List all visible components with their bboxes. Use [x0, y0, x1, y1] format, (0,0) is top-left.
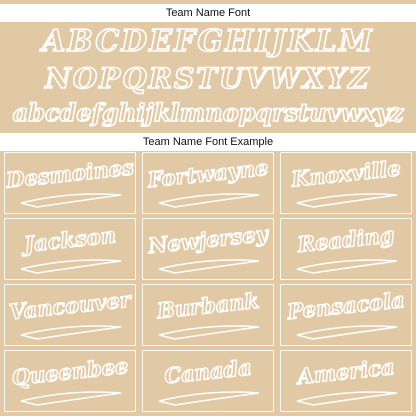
example-cell — [4, 218, 136, 280]
example-word: Vancouver — [8, 286, 132, 325]
example-word: Reading — [296, 221, 396, 258]
example-word: Desmoines — [5, 154, 135, 193]
example-word: Canada — [163, 354, 253, 389]
example-cell — [280, 284, 412, 346]
example-cell — [4, 152, 136, 214]
example-cell — [142, 350, 274, 412]
font-title-bar — [0, 4, 416, 22]
swoosh-decoration — [155, 321, 263, 341]
swoosh-decoration — [155, 387, 263, 407]
swoosh-decoration — [155, 255, 263, 275]
example-cell — [142, 284, 274, 346]
example-word: Fortwayne — [146, 154, 270, 193]
example-cell — [4, 350, 136, 412]
example-word: Knoxville — [290, 155, 402, 192]
example-cell — [142, 218, 274, 280]
swoosh-decoration — [293, 189, 401, 209]
swoosh-decoration — [17, 321, 125, 341]
example-cell — [142, 152, 274, 214]
example-word: Newjersey — [146, 220, 269, 259]
swoosh-decoration — [293, 387, 401, 407]
example-word: Jackson — [22, 222, 118, 257]
example-word: America — [296, 353, 396, 390]
example-word: Queenbee — [10, 352, 130, 391]
example-word: Pensacola — [286, 286, 406, 325]
swoosh-decoration — [17, 387, 125, 407]
example-grid — [4, 152, 412, 412]
example-cell — [280, 350, 412, 412]
example-word: Burbank — [155, 287, 261, 324]
uppercase-row-2: NOPQRSTUVWXYZ — [45, 62, 371, 95]
swoosh-decoration — [293, 321, 401, 341]
swoosh-decoration — [17, 255, 125, 275]
example-title: Team Name Font Example — [142, 136, 274, 148]
example-cell — [280, 218, 412, 280]
lowercase-row: abcdefghijklmnopqrstuvwxyz — [12, 98, 404, 127]
example-cell — [4, 284, 136, 346]
swoosh-decoration — [155, 189, 263, 209]
font-title: Team Name Font — [165, 7, 251, 19]
example-title-bar — [0, 133, 416, 151]
swoosh-decoration — [17, 189, 125, 209]
uppercase-row-1: ABCDEFGHIJKLM — [42, 24, 374, 59]
example-cell — [280, 152, 412, 214]
swoosh-decoration — [293, 255, 401, 275]
